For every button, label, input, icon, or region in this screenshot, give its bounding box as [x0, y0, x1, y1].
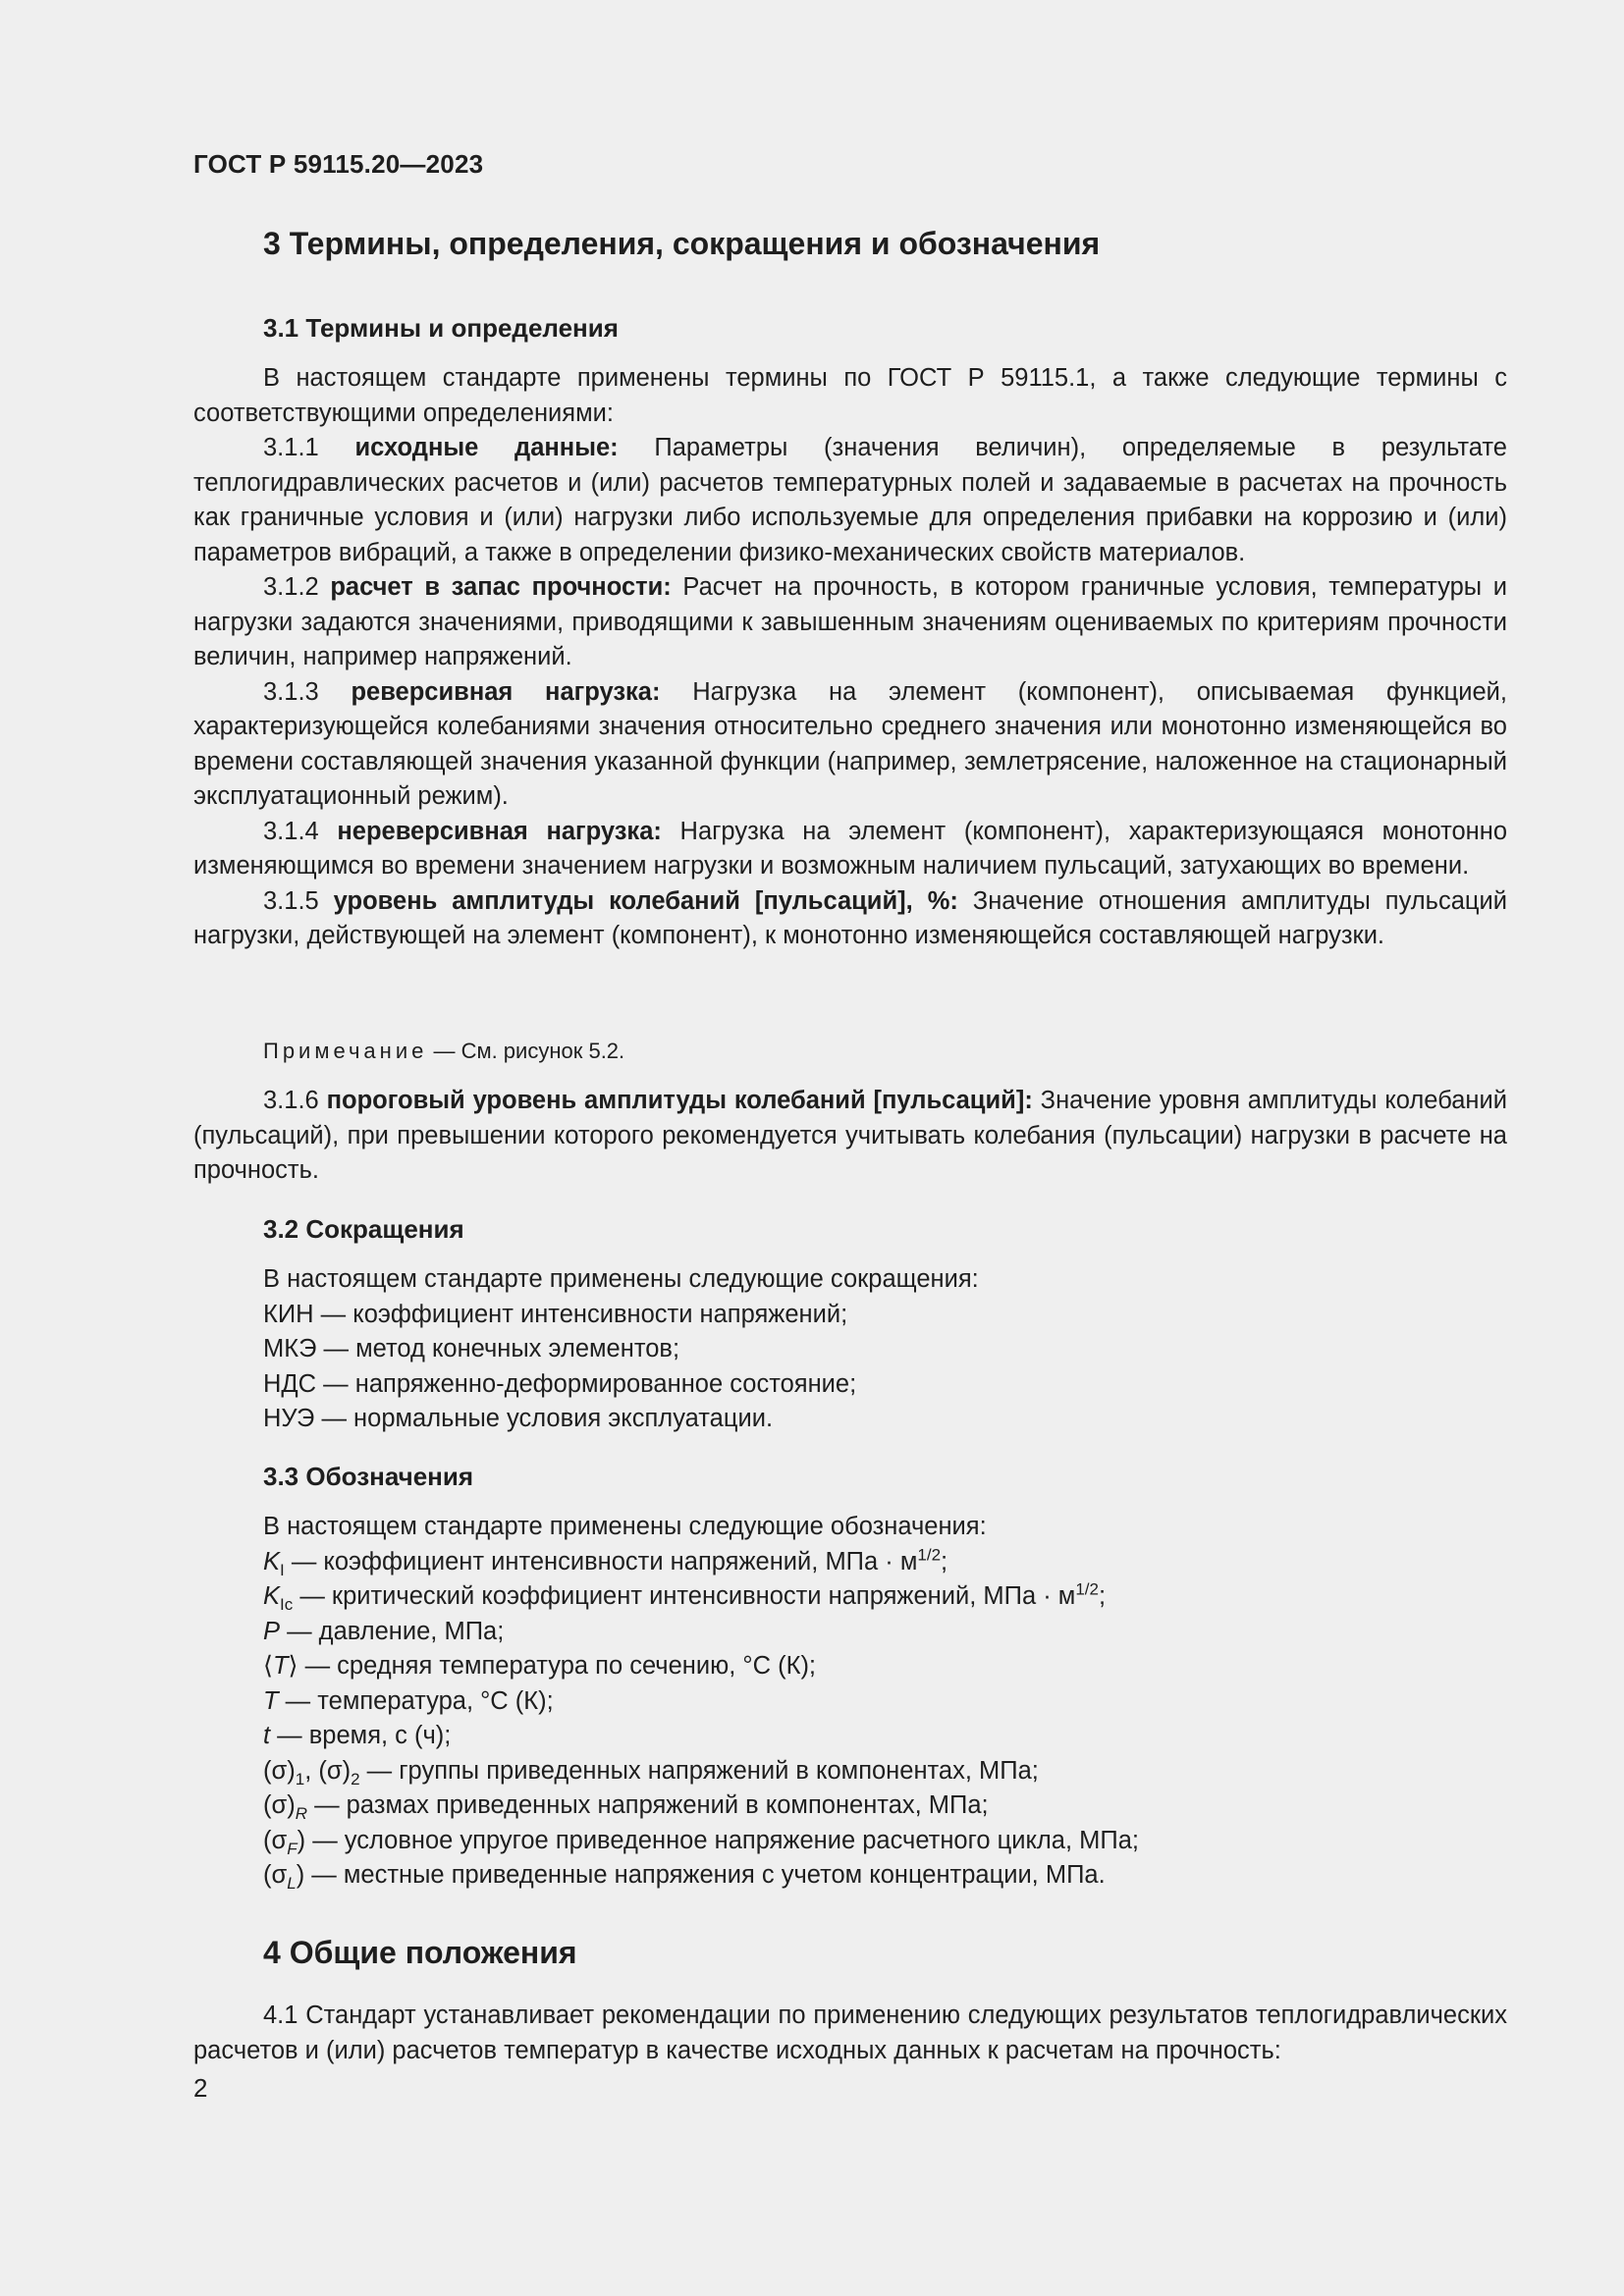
note-text: — См. рисунок 5.2. — [427, 1039, 625, 1063]
symbol-item: P — давление, МПа; — [263, 1617, 505, 1645]
term-number: 3.1.4 — [263, 817, 338, 845]
term-3-1-6-block — [193, 1084, 1507, 1189]
abbreviation-item: НУЭ — нормальные условия эксплуатации. — [263, 1405, 774, 1432]
term-3-1-3 — [193, 675, 1507, 815]
terms-intro: В настоящем стандарте применены термины по ГОСТ Р 59115.1, а также следующие термины с соответствующими определениями: — [193, 364, 1507, 427]
symbols-intro: В настоящем стандарте применены следующие обозначения: — [263, 1513, 987, 1540]
term-3-1-1 — [193, 431, 1507, 570]
term-3-1-6 — [193, 1084, 1507, 1189]
term-number: 3.1.5 — [263, 886, 334, 915]
term-name: пороговый уровень амплитуды колебаний [пульсаций]: — [326, 1087, 1033, 1114]
term-name: расчет в запас прочности: — [330, 573, 672, 601]
term-definition: Нагрузка на элемент (компонент), характеризующаяся монотонно изменяющимся во времени значением нагрузки и возможным наличием пульсаций, затухающих во времени. — [193, 817, 1507, 880]
term-definition: Расчет на прочность, в котором граничные условия, температуры и нагрузки задаются значениями, приводящими к завышенным значениям оцениваемых по критериям прочности величин, например напряжений. — [193, 573, 1507, 670]
section-4-title: 4 Общие положения — [263, 1935, 577, 1970]
section-4-block — [193, 1999, 1507, 2068]
term-number: 3.1.6 — [263, 1087, 327, 1114]
term-number: 3.1.1 — [263, 434, 355, 461]
abbreviations-intro: В настоящем стандарте применены следующие сокращения: — [263, 1265, 979, 1293]
document-header: ГОСТ Р 59115.20—2023 — [193, 149, 484, 179]
term-number: 3.1.2 — [263, 573, 331, 601]
section-3-title: 3 Термины, определения, сокращения и обозначения — [263, 226, 1101, 261]
symbol-item: T — температура, °С (К); — [263, 1686, 554, 1715]
abbreviation-item: КИН — коэффициент интенсивности напряжений; — [263, 1300, 848, 1328]
subsection-3-2-title: 3.2 Сокращения — [263, 1214, 464, 1244]
page-number: 2 — [193, 2073, 208, 2103]
term-definition: Нагрузка на элемент (компонент), описываемая функцией, характеризующейся колебаниями значения относительно среднего значения или монотонно изменяющейся во времени составляющей значения указанной функции (например, землетрясение, наложенное на стационарный эксплуатационный режим). — [193, 677, 1507, 810]
term-definition: Параметры (значения величин), определяемые в результате теплогидравлических расчетов и (или) расчетов температурных полей и задаваемые в расчетах на прочность как граничные условия и (или) нагрузки либо используемые для определения прибавки на коррозию и (или) параметров вибраций, а также в определении физико-механических свойств материалов. — [193, 434, 1507, 566]
note — [263, 1037, 1507, 1066]
term-definition: Значение уровня амплитуды колебаний (пульсаций), при превышении которого рекомендуется учитывать колебания (пульсации) нагрузки в расчете на прочность. — [193, 1087, 1507, 1184]
term-3-1-2 — [193, 570, 1507, 675]
symbol-item: $(\sigma_F)$ — условное упругое приведенное напряжение расчетного цикла, МПа; — [263, 1826, 1139, 1858]
abbreviations-list — [263, 1262, 1507, 1437]
symbol-item: $K_{Ic}$ — критический коэффициент интенсивности напряжений, МПа · $м^{1/2}$; — [263, 1579, 1107, 1615]
abbreviation-item: НДС — напряженно-деформированное состояние; — [263, 1369, 857, 1398]
paragraph-4-1: 4.1 Стандарт устанавливает рекомендации по применению следующих результатов теплогидравлических расчетов и (или) расчетов температур в качестве исходных данных к расчетам на прочность: — [193, 2002, 1507, 2064]
term-3-1-5 — [193, 884, 1507, 954]
symbol-item: $K_I$ — коэффициент интенсивности напряжений, МПа · $м^{1/2}$; — [263, 1545, 948, 1579]
term-name: нереверсивная нагрузка: — [337, 817, 662, 845]
symbol-item: $(\sigma)_1$, $(\sigma)_2$ — группы приведенных напряжений в компонентах, МПа; — [263, 1756, 1039, 1789]
abbreviation-item: МКЭ — метод конечных элементов; — [263, 1335, 680, 1362]
subsection-3-3-title: 3.3 Обозначения — [263, 1462, 474, 1491]
subsection-3-1-title: 3.1 Термины и определения — [263, 313, 619, 343]
term-name: уровень амплитуды колебаний [пульсаций], %: — [333, 886, 958, 915]
symbol-item: t — время, с (ч); — [263, 1722, 452, 1749]
terms-block — [193, 361, 1507, 954]
term-name: реверсивная нагрузка: — [351, 677, 661, 706]
term-name: исходные данные: — [354, 434, 619, 461]
symbol-item: $(\sigma_L)$ — местные приведенные напряжения с учетом концентрации, МПа. — [263, 1861, 1106, 1894]
term-number: 3.1.3 — [263, 677, 352, 706]
term-definition: Значение отношения амплитуды пульсаций нагрузки, действующей на элемент (компонент), к монотонно изменяющейся составляющей нагрузки. — [193, 886, 1507, 949]
note-label: Примечание — [263, 1039, 428, 1063]
symbols-list — [263, 1510, 1507, 1894]
symbol-item: ⟨T⟩ — средняя температура по сечению, °С (К); — [263, 1652, 817, 1680]
term-3-1-4 — [193, 815, 1507, 884]
symbol-item: $(\sigma)_R$ — размах приведенных напряжений в компонентах, МПа; — [263, 1791, 989, 1824]
